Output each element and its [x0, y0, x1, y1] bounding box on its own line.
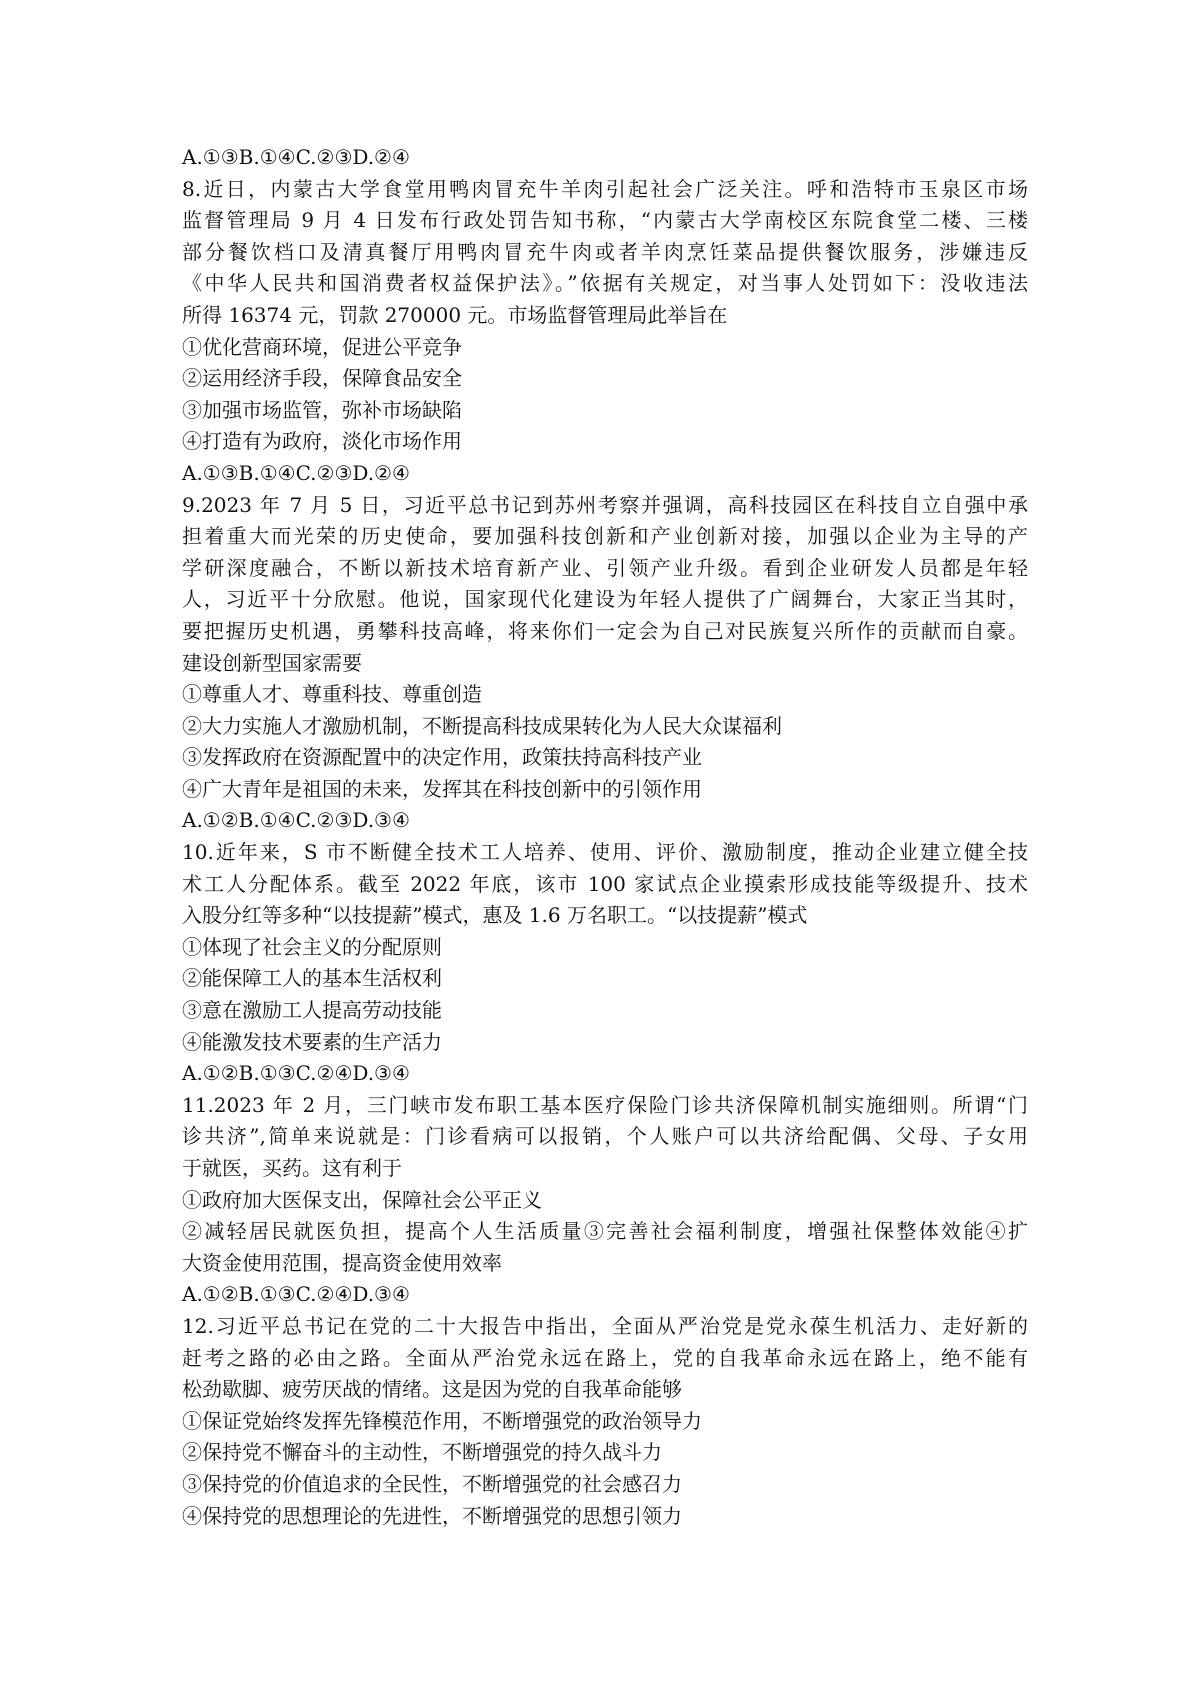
answer-option: [182, 774, 1028, 806]
answer-option: [182, 1406, 1028, 1438]
text-line: 部分餐饮档口及清真餐厅用鸭肉冒充牛肉或者羊肉烹饪菜品提供餐饮服务，涉嫌违反: [182, 239, 1028, 264]
answer-option: [182, 426, 1028, 458]
text-line: 大资金使用范围，提高资金使用效率: [182, 1250, 502, 1275]
question-stem: [182, 490, 1028, 680]
text-line: 建设创新型国家需要: [182, 650, 362, 675]
text-line: 8.近日，内蒙古大学食堂用鸭肉冒充牛羊肉引起社会广泛关注。呼和浩特市玉泉区市场: [182, 176, 1028, 201]
exam-page: [182, 142, 1028, 1532]
text-line: ①体现了社会主义的分配原则: [182, 934, 442, 959]
text-line: 担着重大而光荣的历史使命，要加强科技创新和产业创新对接，加强以企业为主导的产: [182, 524, 1028, 549]
text-line: ④保持党的思想理论的先进性，不断增强党的思想引领力: [182, 1503, 682, 1528]
answer-option: [182, 711, 1028, 743]
text-line: ④广大青年是祖国的未来，发挥其在科技创新中的引领作用: [182, 776, 702, 801]
question-stem: [182, 837, 1028, 932]
text-line: A.①②B.①③C.②④D.③④: [182, 1061, 410, 1086]
text-line: ②保持党不懈奋斗的主动性，不断增强党的持久战斗力: [182, 1440, 662, 1465]
text-line: ③保持党的价值追求的全民性，不断增强党的社会感召力: [182, 1471, 682, 1496]
text-line: A.①③B.①④C.②③D.②④: [182, 460, 410, 485]
answer-option: [182, 932, 1028, 964]
answer-option: [182, 742, 1028, 774]
answer-option: [182, 1469, 1028, 1501]
text-line: A.①②B.①③C.②④D.③④: [182, 1282, 410, 1307]
text-line: ②能保障工人的基本生活权利: [182, 966, 442, 991]
answer-option: [182, 1501, 1028, 1533]
answer-choices: [182, 805, 1028, 837]
text-line: 于就医，买药。这有利于: [182, 1156, 402, 1180]
text-line: 松劲歇脚、疲劳厌战的情绪。这是因为党的自我革命能够: [182, 1377, 682, 1402]
text-line: ②减轻居民就医负担，提高个人生活质量③完善社会福利制度，增强社保整体效能④扩: [182, 1219, 1028, 1244]
text-line: ①尊重人才、尊重科技、尊重创造: [182, 682, 482, 707]
text-line: ①保证党始终发挥先锋模范作用，不断增强党的政治领导力: [182, 1408, 702, 1433]
text-line: 诊共济”,简单来说就是：门诊看病可以报销，个人账户可以共济给配偶、父母、子女用: [182, 1124, 1028, 1149]
answer-choices: [182, 1279, 1028, 1311]
text-line: 监督管理局 9 月 4 日发布行政处罚告知书称，“内蒙古大学南校区东院食堂二楼、三楼: [182, 208, 1028, 233]
answer-choices: [182, 1058, 1028, 1090]
text-line: ③加强市场监管，弥补市场缺陷: [182, 397, 462, 422]
text-line: ②运用经济手段，保障食品安全: [182, 366, 462, 391]
answer-option: [182, 1216, 1028, 1279]
text-line: 所得 16374 元，罚款 270000 元。市场监督管理局此举旨在: [182, 302, 728, 327]
text-line: ③发挥政府在资源配置中的决定作用，政策扶持高科技产业: [182, 745, 702, 770]
answer-option: [182, 1185, 1028, 1217]
text-line: ①优化营商环境，促进公平竞争: [182, 334, 462, 359]
text-line: ④打造有为政府，淡化市场作用: [182, 429, 462, 454]
text-line: 赶考之路的必由之路。全面从严治党永远在路上，党的自我革命永远在路上，绝不能有: [182, 1345, 1028, 1370]
question-stem: [182, 174, 1028, 332]
text-line: 入股分红等多种“以技提薪”模式，惠及 1.6 万名职工。“以技提薪”模式: [182, 903, 808, 928]
text-line: ②大力实施人才激励机制，不断提高科技成果转化为人民大众谋福利: [182, 713, 782, 738]
answer-option: [182, 679, 1028, 711]
text-line: 术工人分配体系。截至 2022 年底，该市 100 家试点企业摸索形成技能等级提升、技术: [182, 871, 1028, 896]
answer-option: [182, 363, 1028, 395]
text-line: 11.2023 年 2 月，三门峡市发布职工基本医疗保险门诊共济保障机制实施细则。所谓“门: [182, 1092, 1028, 1117]
text-line: A.①③B.①④C.②③D.②④: [182, 145, 410, 169]
text-line: 9.2023 年 7 月 5 日，习近平总书记到苏州考察并强调，高科技园区在科技自立自强中承: [182, 492, 1028, 517]
text-line: 学研深度融合，不断以新技术培育新产业、引领产业升级。看到企业研发人员都是年轻: [182, 555, 1028, 580]
answer-option: [182, 395, 1028, 427]
text-line: A.①②B.①④C.②③D.③④: [182, 808, 410, 833]
answer-choices: [182, 142, 1028, 174]
answer-option: [182, 1437, 1028, 1469]
answer-choices: [182, 458, 1028, 490]
question-stem: [182, 1311, 1028, 1406]
text-line: 人，习近平十分欣慰。他说，国家现代化建设为年轻人提供了广阔舞台，大家正当其时，: [182, 587, 1028, 612]
answer-option: [182, 332, 1028, 364]
text-line: 12.习近平总书记在党的二十大报告中指出，全面从严治党是党永葆生机活力、走好新的: [182, 1313, 1028, 1338]
text-line: 《中华人民共和国消费者权益保护法》。”依据有关规定，对当事人处罚如下：没收违法: [182, 271, 1028, 296]
text-line: ①政府加大医保支出，保障社会公平正义: [182, 1187, 542, 1212]
question-stem: [182, 1090, 1028, 1185]
text-line: ④能激发技术要素的生产活力: [182, 1029, 442, 1054]
answer-option: [182, 1027, 1028, 1059]
answer-option: [182, 995, 1028, 1027]
text-line: 要把握历史机遇，勇攀科技高峰，将来你们一定会为自己对民族复兴所作的贡献而自豪。: [182, 618, 1028, 643]
text-line: 10.近年来，S 市不断健全技术工人培养、使用、评价、激励制度，推动企业建立健全技: [182, 840, 1028, 865]
answer-option: [182, 963, 1028, 995]
text-line: ③意在激励工人提高劳动技能: [182, 998, 442, 1023]
